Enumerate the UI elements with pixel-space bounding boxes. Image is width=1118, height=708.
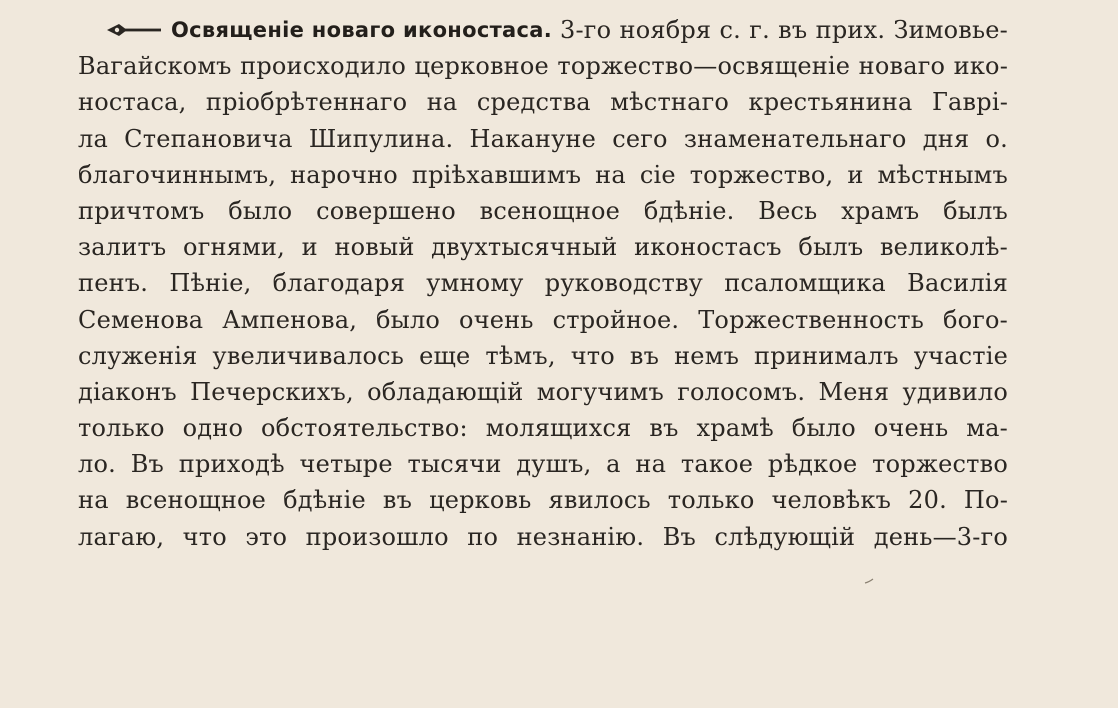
article-paragraph (78, 12, 1008, 555)
first-line-text: 3-го ноября с. г. въ прих. Зимовье- (560, 16, 1008, 44)
text-line: на всенощное бдѣніе въ церковь явилось только человѣкъ 20. По- (78, 486, 1008, 515)
text-line: благочиннымъ, нарочно пріѣхавшимъ на сіе торжество, и мѣстнымъ (78, 160, 1008, 189)
text-line: залитъ огнями, и новый двухтысячный иконостасъ былъ великолѣ- (78, 233, 1008, 262)
ink-speck-icon (864, 578, 874, 584)
text-line: служенія увеличивалось еще тѣмъ, что въ немъ принималъ участіе (78, 341, 1008, 370)
text-line: пенъ. Пѣніе, благодаря умному руководству псаломщика Василія (78, 269, 1008, 298)
text-line: ла Степановича Шипулина. Накануне сего знаменательнаго дня о. (78, 124, 1008, 153)
text-line: ло. Въ приходѣ четыре тысячи душъ, а на такое рѣдкое торжество (78, 450, 1008, 479)
text-line: Семенова Ампенова, было очень стройное. Торжественность бого- (78, 305, 1008, 334)
text-line: только одно обстоятельство: молящихся въ храмѣ было очень ма- (78, 414, 1008, 443)
text-line: лагаю, что это произошло по незнанію. Въ слѣдующій день—3-го (78, 522, 1008, 551)
section-heading: Освященіе новаго иконостаса. (171, 18, 553, 42)
paragraph-first-line (78, 12, 1008, 48)
text-line: діаконъ Печерскихъ, обладающій могучимъ голосомъ. Меня удивило (78, 377, 1008, 406)
fleuron-dash-icon (105, 20, 163, 40)
text-line: причтомъ было совершено всенощное бдѣніе. Весь храмъ былъ (78, 196, 1008, 225)
text-line: ностаса, пріобрѣтеннаго на средства мѣстнаго крестьянина Гаврі- (78, 88, 1008, 117)
text-line: Вагайскомъ происходило церковное торжество—освященіе новаго ико- (78, 52, 1008, 81)
